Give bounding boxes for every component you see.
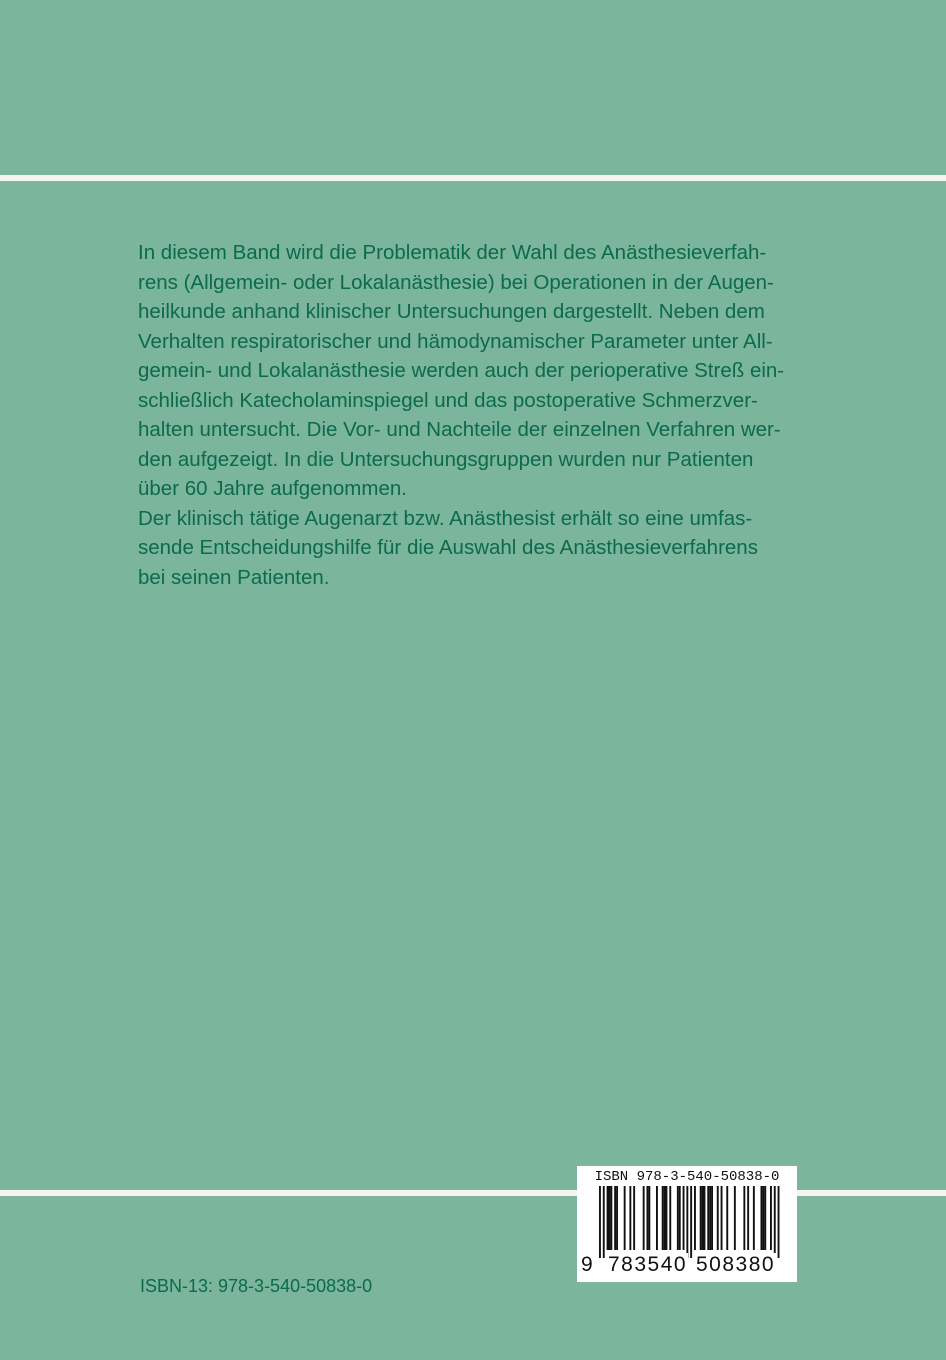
barcode-bar: [656, 1186, 658, 1250]
barcode-bar: [629, 1186, 631, 1250]
blurb-text: [138, 238, 838, 592]
barcode-bar: [647, 1186, 649, 1250]
barcode-digits: [577, 1253, 797, 1279]
barcode-bar: [743, 1186, 745, 1250]
barcode-bar: [677, 1186, 679, 1250]
barcode-bar: [666, 1186, 668, 1250]
isbn13-label: ISBN-13: 978-3-540-50838-0: [140, 1276, 373, 1296]
barcode-bar: [734, 1186, 736, 1250]
barcode-bar: [753, 1186, 755, 1250]
barcode-bar: [700, 1186, 702, 1250]
blurb-line: heilkunde anhand klinischer Untersuchungen dargestellt. Neben dem: [138, 300, 765, 323]
barcode-bar: [633, 1186, 635, 1250]
barcode-guard-bar: [603, 1186, 605, 1258]
barcode-bar: [669, 1186, 671, 1250]
barcode-digit-first: 9: [581, 1253, 593, 1276]
blurb-line: In diesem Band wird die Problematik der Wahl des Anästhesieverfah-: [138, 241, 767, 264]
barcode-digits-left: 783540: [608, 1253, 688, 1276]
blurb-line: Verhalten respiratorischer und hämodynamischer Parameter unter All-: [138, 329, 773, 353]
barcode-bar: [679, 1186, 681, 1250]
barcode-bar: [726, 1186, 728, 1250]
barcode-bar: [764, 1186, 766, 1250]
barcode-bar: [624, 1186, 626, 1250]
blurb-line: Der klinisch tätige Augenarzt bzw. Anästhesist erhält so eine umfas-: [138, 506, 753, 530]
barcode-bar: [616, 1186, 618, 1250]
barcode-bar: [609, 1186, 611, 1250]
barcode-guard-bar: [774, 1186, 776, 1258]
barcode-guard-bar: [690, 1186, 692, 1258]
barcode-bar: [662, 1186, 664, 1250]
barcode-bar: [694, 1186, 696, 1250]
barcode-guard-bar: [599, 1186, 601, 1258]
blurb-line: sende Entscheidungshilfe für die Auswahl des Anästhesieverfahrens: [138, 536, 758, 559]
barcode-bar: [683, 1186, 685, 1250]
barcode-guard-bar: [778, 1186, 780, 1258]
blurb-line: bei seinen Patienten.: [138, 565, 330, 589]
barcode-bar: [664, 1186, 666, 1250]
barcode-bar: [704, 1186, 706, 1250]
barcode-bar: [610, 1186, 612, 1250]
barcode-bar: [770, 1186, 772, 1250]
blurb-line: schließlich Katecholaminspiegel und das postoperative Schmerzver-: [138, 388, 758, 412]
barcode-bar: [747, 1186, 749, 1250]
barcode-bar: [648, 1186, 650, 1250]
barcode-bar: [707, 1186, 709, 1250]
blurb-line: halten untersucht. Die Vor- und Nachteile der einzelnen Verfahren wer-: [138, 418, 781, 441]
blurb-line: den aufgezeigt. In die Untersuchungsgruppen wurden nur Patienten: [138, 447, 754, 471]
barcode-bar: [709, 1186, 711, 1250]
barcode-bar: [614, 1186, 616, 1250]
barcode-digits-right: 508380: [696, 1253, 776, 1276]
barcode-bar: [711, 1186, 713, 1250]
isbn-barcode: [577, 1166, 797, 1282]
top-divider-rule: [0, 175, 946, 181]
barcode-isbn-text: ISBN 978-3-540-50838-0: [594, 1169, 780, 1185]
bottom-divider-rule: [0, 1190, 946, 1196]
barcode-bar: [717, 1186, 719, 1250]
barcode-bar: [721, 1186, 723, 1250]
barcode-bar: [607, 1186, 609, 1250]
barcode-bar: [762, 1186, 764, 1250]
barcode-guard-bar: [686, 1186, 688, 1258]
barcode-bar: [643, 1186, 645, 1250]
barcode-bar: [761, 1186, 763, 1250]
blurb-line: rens (Allgemein- oder Lokalanästhesie) bei Operationen in der Augen-: [138, 270, 774, 294]
blurb-line: über 60 Jahre aufgenommen.: [138, 477, 407, 500]
barcode-bar: [702, 1186, 704, 1250]
blurb-line: gemein- und Lokalanästhesie werden auch der perioperative Streß ein-: [138, 359, 785, 382]
